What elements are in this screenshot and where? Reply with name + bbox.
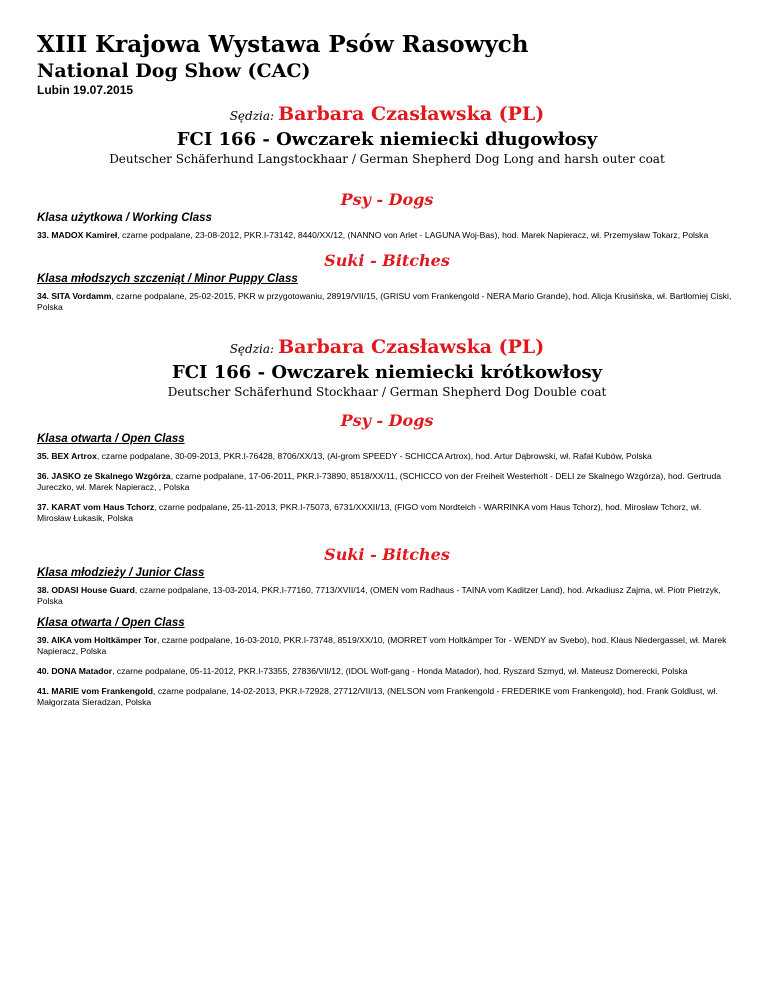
class-title: Klasa otwarta / Open Class	[37, 617, 185, 629]
entry-name: 38. ODASI House Guard	[37, 585, 135, 595]
list-item	[37, 291, 737, 313]
entry-name: 36. JASKO ze Skalnego Wzgórza	[37, 471, 171, 481]
breed-subtitle: Deutscher Schäferhund Stockhaar / German Shepherd Dog Double coat	[167, 385, 607, 399]
list-item	[37, 451, 737, 462]
judge-name: Barbara Czasławska (PL)	[278, 336, 545, 358]
list-item	[37, 585, 737, 607]
judge-line	[37, 102, 737, 128]
breed-title: FCI 166 - Owczarek niemiecki krótkowłosy	[171, 362, 603, 383]
entry-details: , czarne podpalane, 25-02-2015, PKR w przygotowaniu, 28919/VII/15, (GRISU vom Frankengold - NERA Mario Grande), hod. Alicja Krusińska, wł. Bartłomiej Ciski, Polska	[37, 291, 732, 312]
sex-heading-bitches: Suki - Bitches	[324, 545, 450, 564]
class-title: Klasa młodszych szczeniąt / Minor Puppy Class	[37, 273, 298, 285]
entry-name: 34. SITA Vordamm	[37, 291, 112, 301]
list-item	[37, 230, 737, 241]
list-item	[37, 471, 737, 493]
entry-details: , czarne podpalane, 23-08-2012, PKR.I-73142, 8440/XX/12, (NANNO von Arlet - LAGUNA Woj-Bas), hod. Marek Napieracz, wł. Przemysław Tokarz, Polska	[117, 230, 709, 240]
sex-heading-dogs: Psy - Dogs	[340, 411, 434, 430]
list-item	[37, 502, 737, 524]
entry-name: 39. AIKA vom Holtkämper Tor	[37, 635, 158, 645]
breed-section-long	[37, 102, 737, 313]
entry-details: , czarne podpalane, 13-03-2014, PKR.I-77160, 7713/XVII/14, (OMEN vom Radhaus - TAINA vom Kaditzer Land), hod. Arkadiusz Zajma, wł. Piotr Pietrzyk, Polska	[37, 585, 721, 606]
class-title: Klasa otwarta / Open Class	[37, 433, 185, 445]
breed-subtitle: Deutscher Schäferhund Langstockhaar / German Shepherd Dog Long and harsh outer coat	[109, 152, 665, 166]
entry-details: , czarne podpalane, 30-09-2013, PKR.I-76428, 8706/XX/13, (Al-grom SPEEDY - SCHICCA Artrox), hod. Artur Dąbrowski, wł. Rafał Kubów, Polska	[96, 451, 652, 461]
judge-label: Sędzia:	[229, 342, 275, 356]
class-title: Klasa użytkowa / Working Class	[37, 212, 212, 224]
show-subtitle: National Dog Show (CAC)	[37, 60, 311, 82]
entry-name: 40. DONA Matador	[37, 666, 113, 676]
show-date: Lubin 19.07.2015	[37, 83, 134, 97]
breed-section-short	[37, 335, 737, 708]
sex-heading-bitches: Suki - Bitches	[324, 251, 450, 270]
entry-name: 33. MADOX Kamireł	[37, 230, 118, 240]
judge-line	[37, 335, 737, 361]
entry-name: 37. KARAT vom Haus Tchorz	[37, 502, 155, 512]
list-item	[37, 635, 737, 657]
list-item	[37, 686, 737, 708]
entry-name: 41. MARIE vom Frankengold	[37, 686, 154, 696]
entry-details: , czarne podpalane, 17-06-2011, PKR.I-73890, 8518/XX/11, (SCHICCO von der Freiheit Westerholt - DELI ze Skalnego Wzgórza), hod. Gertruda Jureczko, wł. Marek Napieracz, , Polska	[37, 471, 721, 492]
entry-details: , czarne podpalane, 05-11-2012, PKR.I-73355, 27836/VII/12, (IDOL Wolf-gang - Honda Matador), hod. Ryszard Szmyd, wł. Mateusz Domerecki, Polska	[112, 666, 688, 676]
breed-title: FCI 166 - Owczarek niemiecki długowłosy	[176, 129, 598, 150]
show-title: XIII Krajowa Wystawa Psów Rasowych	[37, 31, 529, 58]
sex-heading-dogs: Psy - Dogs	[340, 190, 434, 209]
entry-details: , czarne podpalane, 25-11-2013, PKR.I-75073, 6731/XXXII/13, (FIGO vom Nordteich - WARRINKA vom Haus Tchorz), hod. Mirosław Tchorz, wł. Mirosław Łukasik, Polska	[37, 502, 702, 523]
entry-details: , czarne podpalane, 14-02-2013, PKR.I-72928, 27712/VII/13, (NELSON vom Frankengold - FREDERIKE vom Frankengold), hod. Frank Goldlust, wł. Małgorzata Sieradzan, Polska	[37, 686, 718, 707]
class-title: Klasa młodzieży / Junior Class	[37, 567, 205, 579]
list-item	[37, 666, 737, 677]
entry-name: 35. BEX Artrox	[37, 451, 97, 461]
entry-details: , czarne podpalane, 16-03-2010, PKR.I-73748, 8519/XX/10, (MORRET vom Holtkämper Tor - WENDY av Svebo), hod. Klaus Niedergassel, wł. Marek Napieracz, Polska	[37, 635, 727, 656]
judge-label: Sędzia:	[229, 109, 275, 123]
judge-name: Barbara Czasławska (PL)	[278, 103, 545, 125]
document-page	[37, 30, 737, 717]
